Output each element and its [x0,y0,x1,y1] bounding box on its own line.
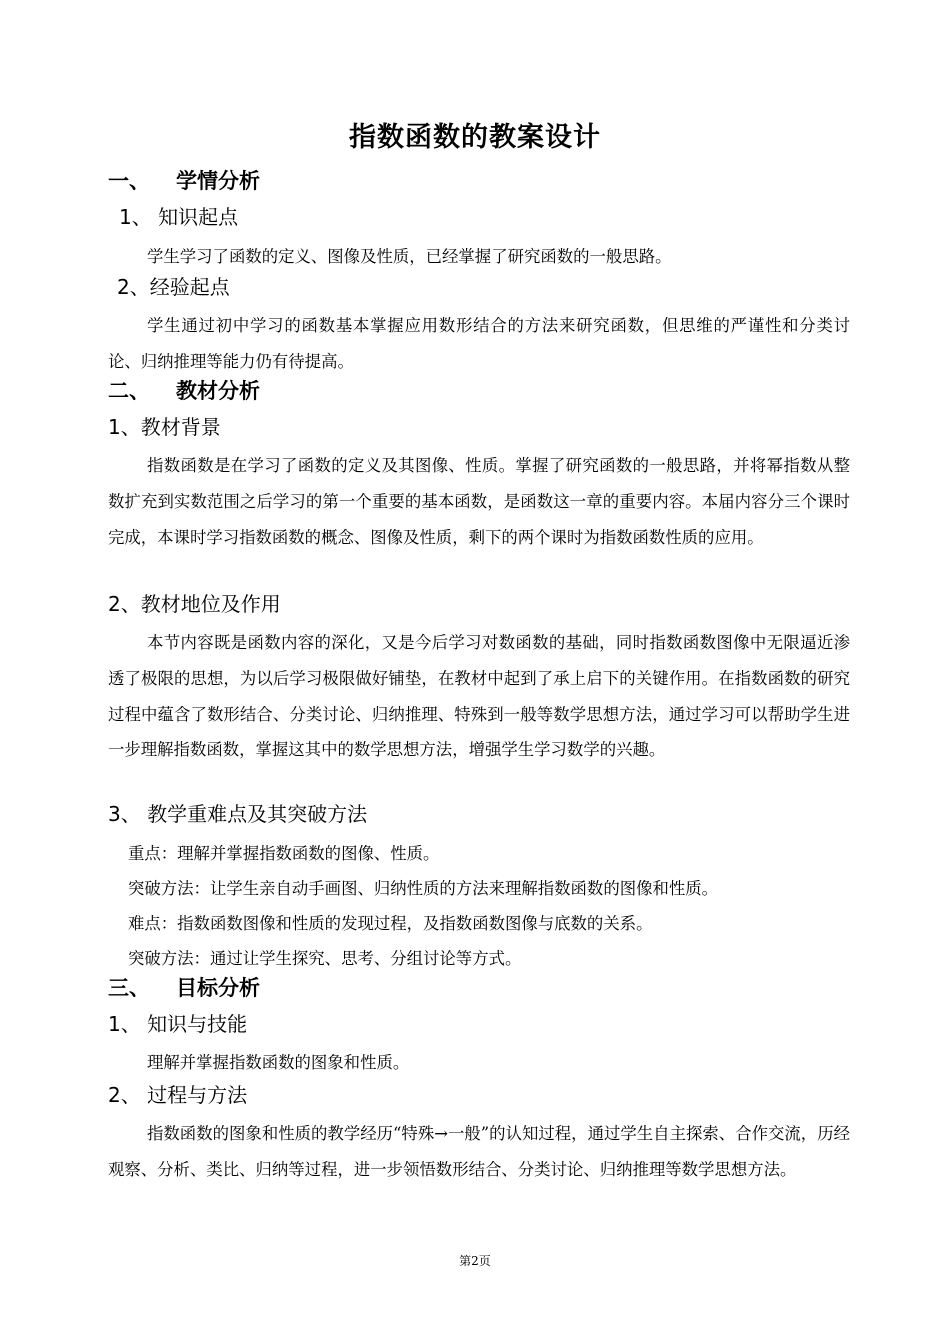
text-line: 重点：理解并掌握指数函数的图像、性质。 [128,844,440,863]
subsection-heading: 2、经验起点 [117,275,230,299]
document-title: 指数函数的教案设计 [349,122,601,153]
section-heading-3 [108,974,260,1002]
section-title: 目标分析 [176,976,260,1000]
subsection-heading: 2、 过程与方法 [108,1083,248,1107]
paragraph: 理解并掌握指数函数的图象和性质。 [147,1053,410,1072]
paragraph: 学生学习了函数的定义、图像及性质，已经掌握了研究函数的一般思路。 [147,247,672,266]
section-heading-1 [108,167,260,195]
subsection-heading: 1、 知识起点 [119,205,239,229]
subsection-heading: 3、 教学重难点及其突破方法 [108,802,368,826]
section-number: 一、 [108,169,150,193]
page-number: 第2页 [459,1254,491,1268]
section-number: 二、 [108,379,150,403]
text-line: 难点：指数函数图像和性质的发现过程，及指数函数图像与底数的关系。 [128,914,653,933]
paragraph: 指数函数的图象和性质的教学经历“特殊→一般”的认知过程，通过学生自主探索、合作交流，历经观察、分析、类比、归纳等过程，进一步领悟数形结合、分类讨论、归纳推理等数学思想方法。 [108,1124,850,1179]
paragraph: 学生通过初中学习的函数基本掌握应用数形结合的方法来研究函数，但思维的严谨性和分类讨论、归纳推理等能力仍有待提高。 [108,316,850,371]
subsection-heading: 1、 知识与技能 [108,1012,248,1036]
section-title: 学情分析 [176,169,260,193]
section-title: 教材分析 [176,379,260,403]
text-line: 突破方法：通过让学生探究、思考、分组讨论等方式。 [128,949,522,968]
subsection-heading: 1、教材背景 [108,415,221,439]
section-number: 三、 [108,976,150,1000]
paragraph: 指数函数是在学习了函数的定义及其图像、性质。掌握了研究函数的一般思路，并将幂指数从整数扩充到实数范围之后学习的第一个重要的基本函数，是函数这一章的重要内容。本届内容分三个课时完成，本课时学习指数函数的概念、图像及性质，剩下的两个课时为指数函数性质的应用。 [108,456,850,547]
text-line: 突破方法：让学生亲自动手画图、归纳性质的方法来理解指数函数的图像和性质。 [128,879,719,898]
section-heading-2 [108,377,260,405]
subsection-heading: 2、教材地位及作用 [108,592,281,616]
paragraph: 本节内容既是函数内容的深化，又是今后学习对数函数的基础，同时指数函数图像中无限逼近渗透了极限的思想，为以后学习极限做好铺垫，在教材中起到了承上启下的关键作用。在指数函数的研究过程中蕴含了数形结合、分类讨论、归纳推理、特殊到一般等数学思想方法，通过学习可以帮助学生进一步理解指数函数，掌握这其中的数学思想方法，增强学生学习数学的兴趣。 [108,633,850,760]
